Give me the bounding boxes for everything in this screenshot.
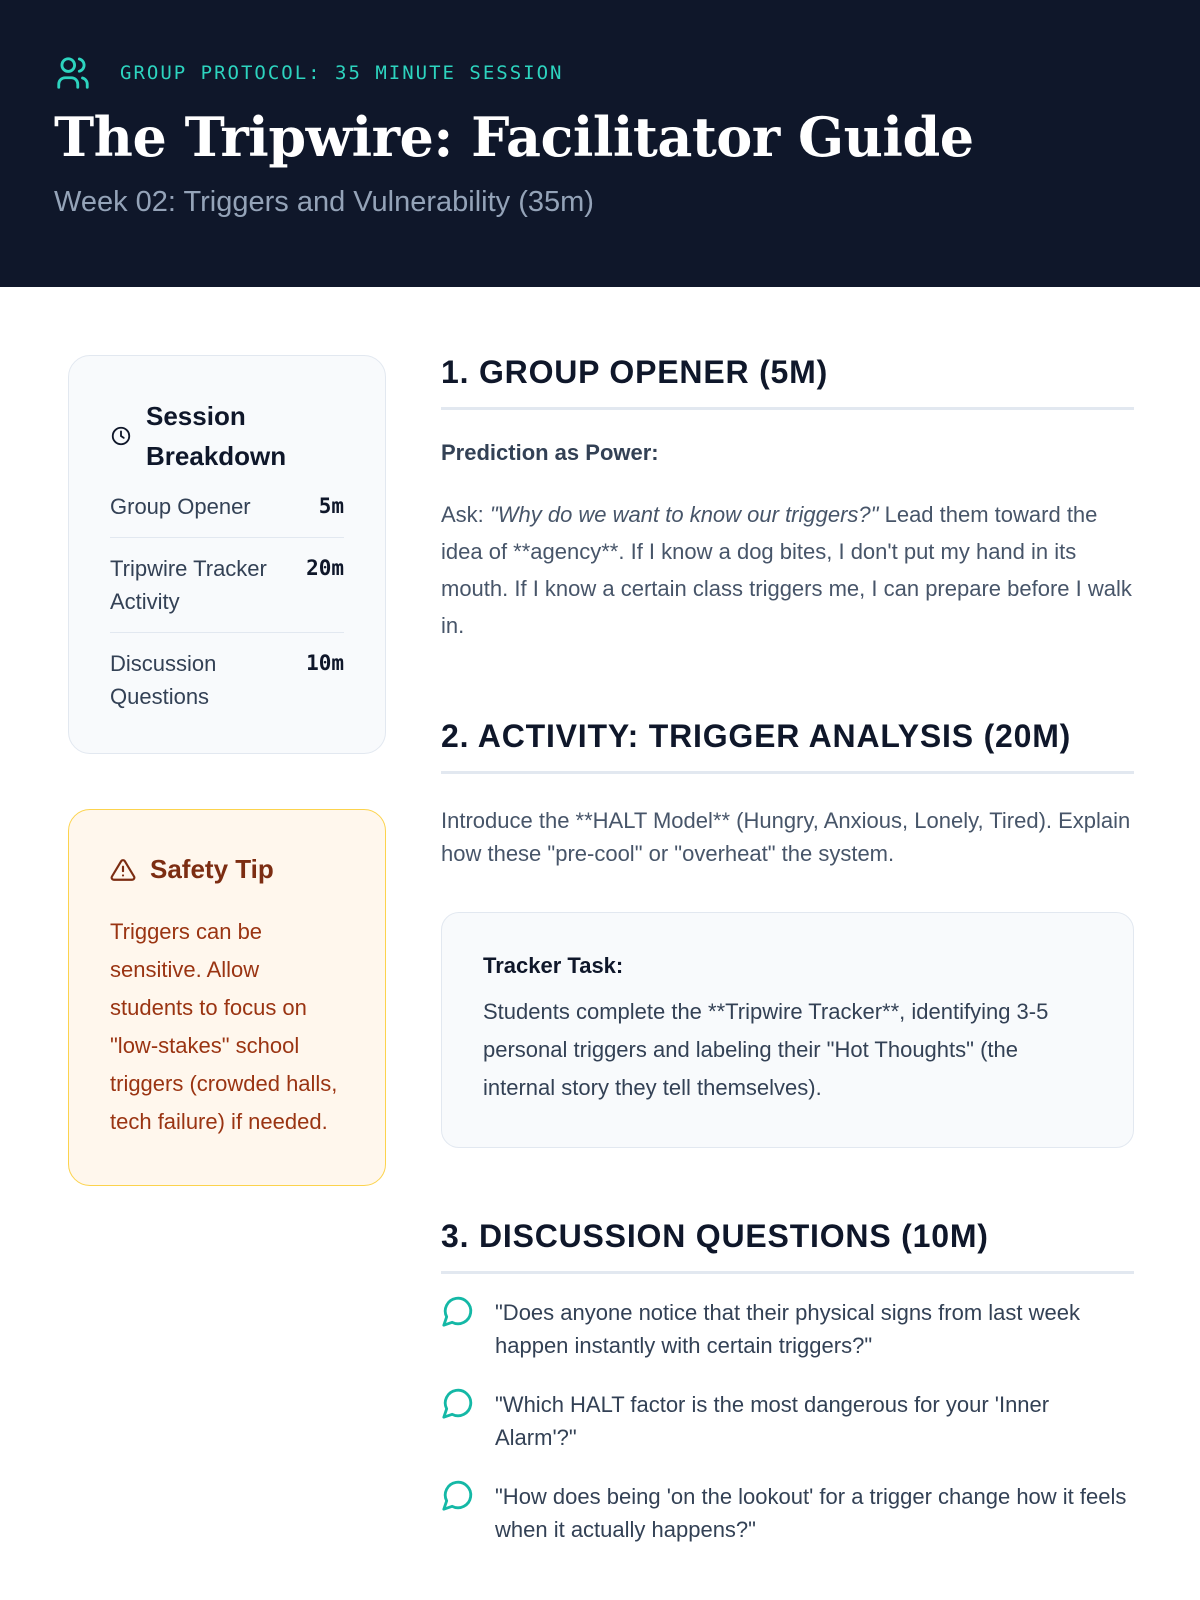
header	[0, 0, 1200, 287]
safety-tip-body: Triggers can be sensitive. Allow students to focus on "low-stakes" school triggers (crowded halls, tech failure) if needed.	[110, 919, 338, 1134]
session-breakdown-card	[68, 355, 386, 754]
ask-prefix: Ask:	[441, 502, 490, 527]
section-discussion-questions	[441, 1218, 1134, 1546]
breakdown-row	[110, 538, 344, 633]
users-icon	[54, 54, 92, 92]
breakdown-item-label: Group Opener	[110, 494, 251, 519]
safety-tip-title: Safety Tip	[150, 854, 274, 884]
section-trigger-analysis	[441, 718, 1134, 1148]
tracker-task-card	[441, 912, 1134, 1148]
tracker-task-label: Tracker Task:	[483, 953, 624, 978]
breakdown-row	[110, 476, 344, 538]
activity-intro: Introduce the **HALT Model** (Hungry, Anxious, Lonely, Tired). Explain how these "pre-cool" or "overheat" the system.	[441, 808, 1131, 866]
section-title: 3. DISCUSSION QUESTIONS (10M)	[441, 1218, 1134, 1274]
section-title: 2. ACTIVITY: TRIGGER ANALYSIS (20M)	[441, 718, 1134, 774]
question-item	[441, 1388, 1134, 1454]
speech-bubble-icon	[441, 1386, 475, 1420]
tracker-task-body: Students complete the **Tripwire Tracker**, identifying 3-5 personal triggers and labeling their "Hot Thoughts" (the internal story they tell themselves).	[483, 999, 1049, 1100]
question-text: "Which HALT factor is the most dangerous for your 'Inner Alarm'?"	[495, 1392, 1050, 1450]
session-breakdown-header	[110, 396, 344, 476]
question-item	[441, 1480, 1134, 1546]
sidebar	[68, 355, 386, 1186]
breakdown-item-time: 20m	[306, 556, 344, 580]
question-text: "How does being 'on the lookout' for a trigger change how it feels when it actually happens?"	[495, 1484, 1127, 1542]
warning-triangle-icon	[110, 857, 136, 883]
question-item	[441, 1296, 1134, 1362]
section-label: Prediction as Power:	[441, 440, 659, 465]
safety-tip-card	[68, 809, 386, 1186]
breakdown-item-label: Discussion Questions	[110, 651, 217, 709]
safety-tip-header	[110, 854, 344, 885]
speech-bubble-icon	[441, 1294, 475, 1328]
question-list	[441, 1296, 1134, 1546]
breakdown-row	[110, 633, 344, 713]
ask-rest: Lead them toward the idea of **agency**. If I know a dog bites, I don't put my hand in its mouth. If I know a certain class triggers me, I can prepare before I walk in.	[441, 502, 1132, 638]
question-text: "Does anyone notice that their physical signs from last week happen instantly with certain triggers?"	[495, 1300, 1080, 1358]
clock-icon	[110, 425, 132, 447]
breakdown-item-time: 10m	[306, 651, 344, 675]
protocol-label: GROUP PROTOCOL: 35 MINUTE SESSION	[120, 62, 564, 84]
breakdown-list	[110, 476, 344, 713]
breakdown-item-time: 5m	[318, 494, 344, 518]
opener-instructions	[441, 496, 1134, 644]
eyebrow	[54, 54, 1146, 92]
page-title: The Tripwire: Facilitator Guide	[54, 105, 974, 169]
session-breakdown-title: Session Breakdown	[146, 401, 287, 471]
page-subtitle: Week 02: Triggers and Vulnerability (35m)	[54, 186, 594, 219]
main-content	[441, 354, 1134, 1572]
speech-bubble-icon	[441, 1478, 475, 1512]
section-group-opener	[441, 354, 1134, 644]
ask-question: "Why do we want to know our triggers?"	[489, 502, 879, 527]
section-title: 1. GROUP OPENER (5M)	[441, 354, 1134, 410]
breakdown-item-label: Tripwire Tracker Activity	[110, 556, 267, 614]
